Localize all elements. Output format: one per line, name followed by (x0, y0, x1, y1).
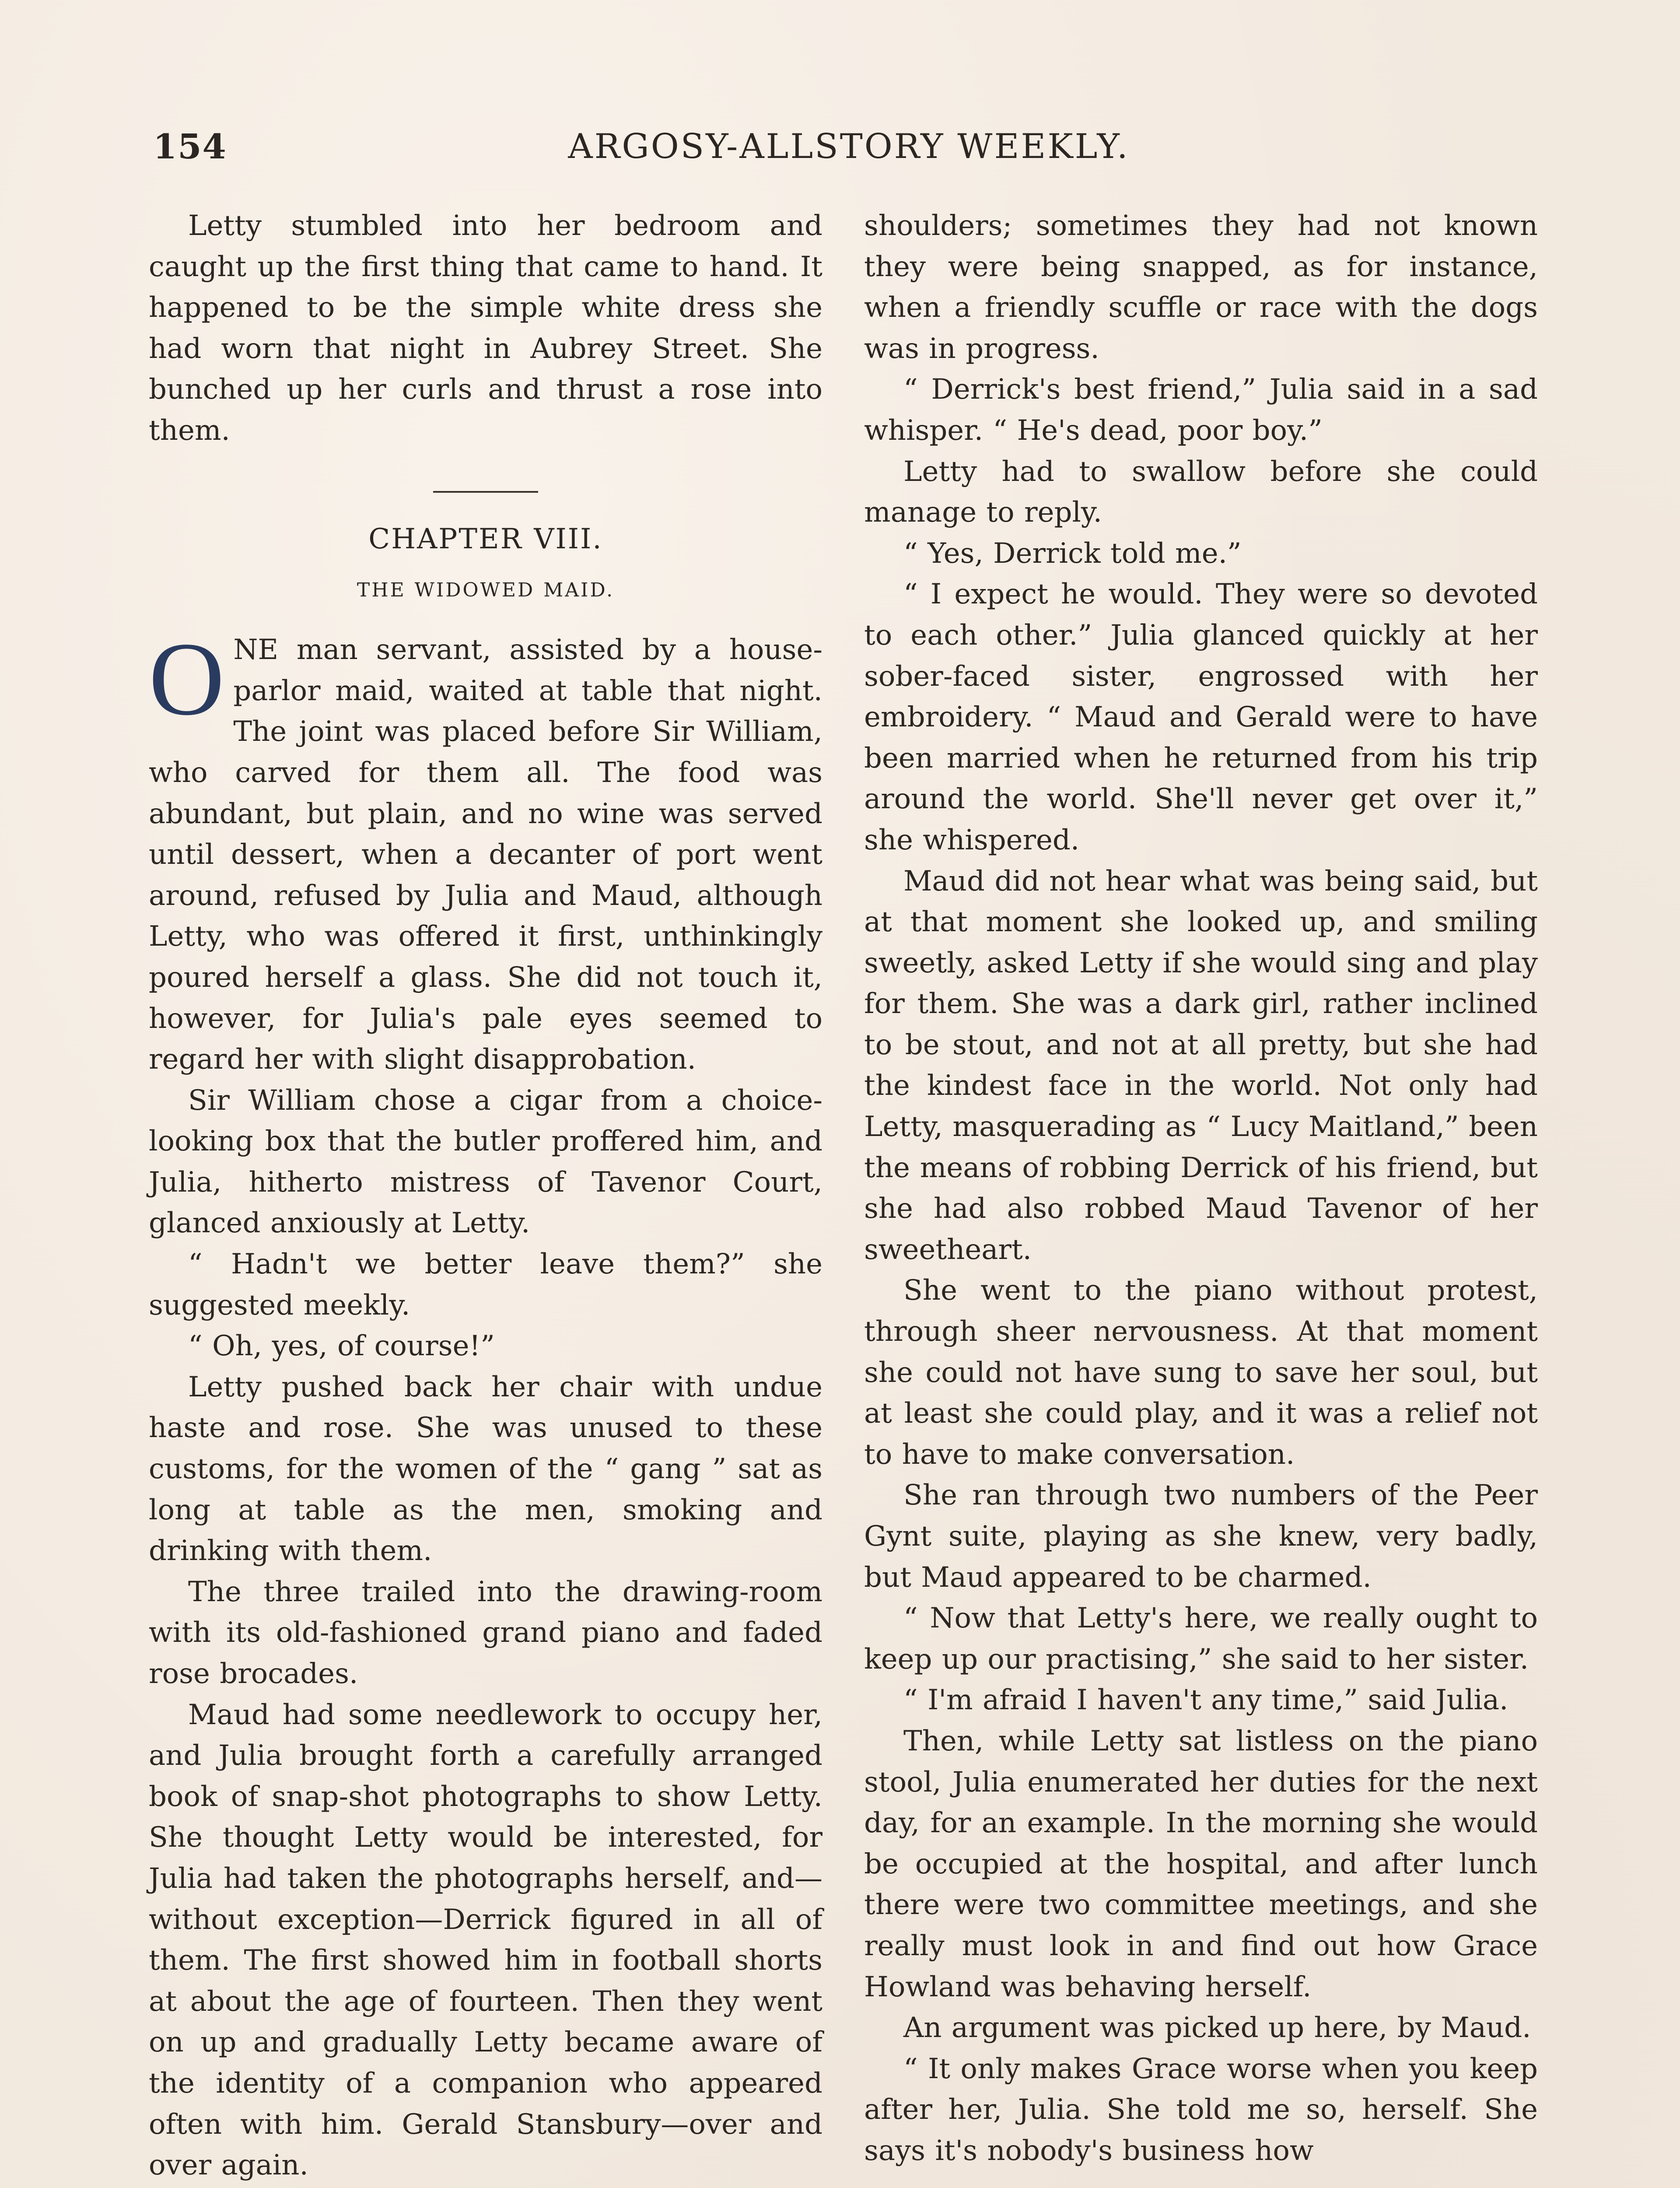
paragraph: Maud had some needlework to occupy her, and Julia brought forth a carefully arranged book of snap-shot photographs to show Letty. She thought Letty would be interested, for Julia had taken the photographs herself, and—without exception—Derrick figured in all of them. The first showed him in football shorts at about the age of fourteen. Then they went on up and gradually Letty became aware of the identity of a companion who appeared often with him. Gerald Stansbury—over and over again. (149, 1698, 822, 2182)
dropcap-paragraph (149, 621, 822, 1080)
paragraph: “ Yes, Derrick told me.” (903, 537, 1242, 570)
paragraph: Maud did not hear what was being said, but at that moment she looked up, and smiling sweetly, asked Letty if she would sing and play for them. She was a dark girl, rather inclined to be stout, and not at all pretty, but she had the kindest face in the world. Not only had Letty, masquerading as “ Lucy Maitland,” been the means of robbing Derrick of his friend, but she had also robbed Maud Tavenor of her sweetheart. (864, 865, 1538, 1266)
paragraph: Then, while Letty sat listless on the piano stool, Julia enumerated her duties for the next day, for an example. In the morning she would be occupied at the hospital, and after lunch there were two committee meetings, and she really must look in and find out how Grace Howland was behaving herself. (864, 1725, 1538, 2003)
section-divider (433, 491, 538, 493)
left-column (149, 206, 822, 2188)
paragraph: Letty pushed back her chair with undue haste and rose. She was unused to these customs, for the women of the “ gang ” sat as long at table as the men, smoking and drinking with them. (149, 1371, 822, 1567)
paragraph: Letty stumbled into her bedroom and caught up the first thing that came to hand. It happened to be the simple white dress she had worn that night in Aubrey Street. She bunched up her curls and thrust a rose into them. (149, 210, 822, 447)
paragraph: She ran through two numbers of the Peer Gynt suite, playing as she knew, very badly, but Maud appeared to be charmed. (864, 1479, 1538, 1594)
paragraph: “ Derrick's best friend,” Julia said in a sad whisper. “ He's dead, poor boy.” (864, 373, 1538, 447)
page-number: 154 (153, 127, 227, 167)
paragraph: “ Hadn't we better leave them?” she suggested meekly. (149, 1248, 822, 1322)
paragraph: She went to the piano without protest, through sheer nervousness. At that moment she could not have sung to save her soul, but at least she could play, and it was a relief not to have to make conversation. (864, 1274, 1538, 1471)
chapter-title: CHAPTER VIII. (368, 522, 603, 555)
running-head (153, 127, 1544, 175)
magazine-title: ARGOSY-ALLSTORY WEEKLY. (568, 127, 1130, 166)
right-column (864, 206, 1538, 2172)
paragraph: Sir William chose a cigar from a choice-looking box that the butler proffered him, and Julia, hitherto mistress of Tavenor Court, glanced anxiously at Letty. (149, 1084, 822, 1240)
paragraph (149, 2186, 822, 2188)
paragraph: The three trailed into the drawing-room with its old-fashioned grand piano and faded rose brocades. (149, 1575, 822, 1690)
drop-cap: O (149, 621, 225, 737)
paragraph: “ It only makes Grace worse when you keep after her, Julia. She told me so, herself. She says it's nobody's business how (864, 2052, 1538, 2167)
paragraph: “ Oh, yes, of course!” (188, 1330, 495, 1363)
paragraph: Letty had to swallow before she could manage to reply. (864, 455, 1538, 529)
paragraph: An argument was picked up here, by Maud. (903, 2012, 1531, 2044)
paragraph-continuation: shoulders; sometimes they had not known they were being snapped, as for instance, when a friendly scuffle or race with the dogs was in progress. (864, 210, 1538, 365)
paragraph: “ I'm afraid I haven't any time,” said Julia. (903, 1684, 1508, 1717)
paragraph-text: NE man servant, assisted by a house-parlor maid, waited at table that night. The joint was placed before Sir William, who carved for them all. The food was abundant, but plain, and no wine was served until dessert, when a decanter of port went around, refused by Julia and Maud, although Letty, who was offered it first, unthinkingly poured herself a glass. She did not touch it, however, for Julia's pale eyes seemed to regard her with slight disapprobation. (149, 634, 822, 1076)
chapter-subtitle: THE WIDOWED MAID. (357, 579, 615, 602)
paragraph: “ Now that Letty's here, we really ought to keep up our practising,” she said to her sister. (864, 1602, 1538, 1676)
paragraph: “ I expect he would. They were so devoted to each other.” Julia glanced quickly at her sober-faced sister, engrossed with her embroidery. “ Maud and Gerald were to have been married when he returned from his trip around the world. She'll never get over it,” she whispered. (864, 578, 1538, 856)
